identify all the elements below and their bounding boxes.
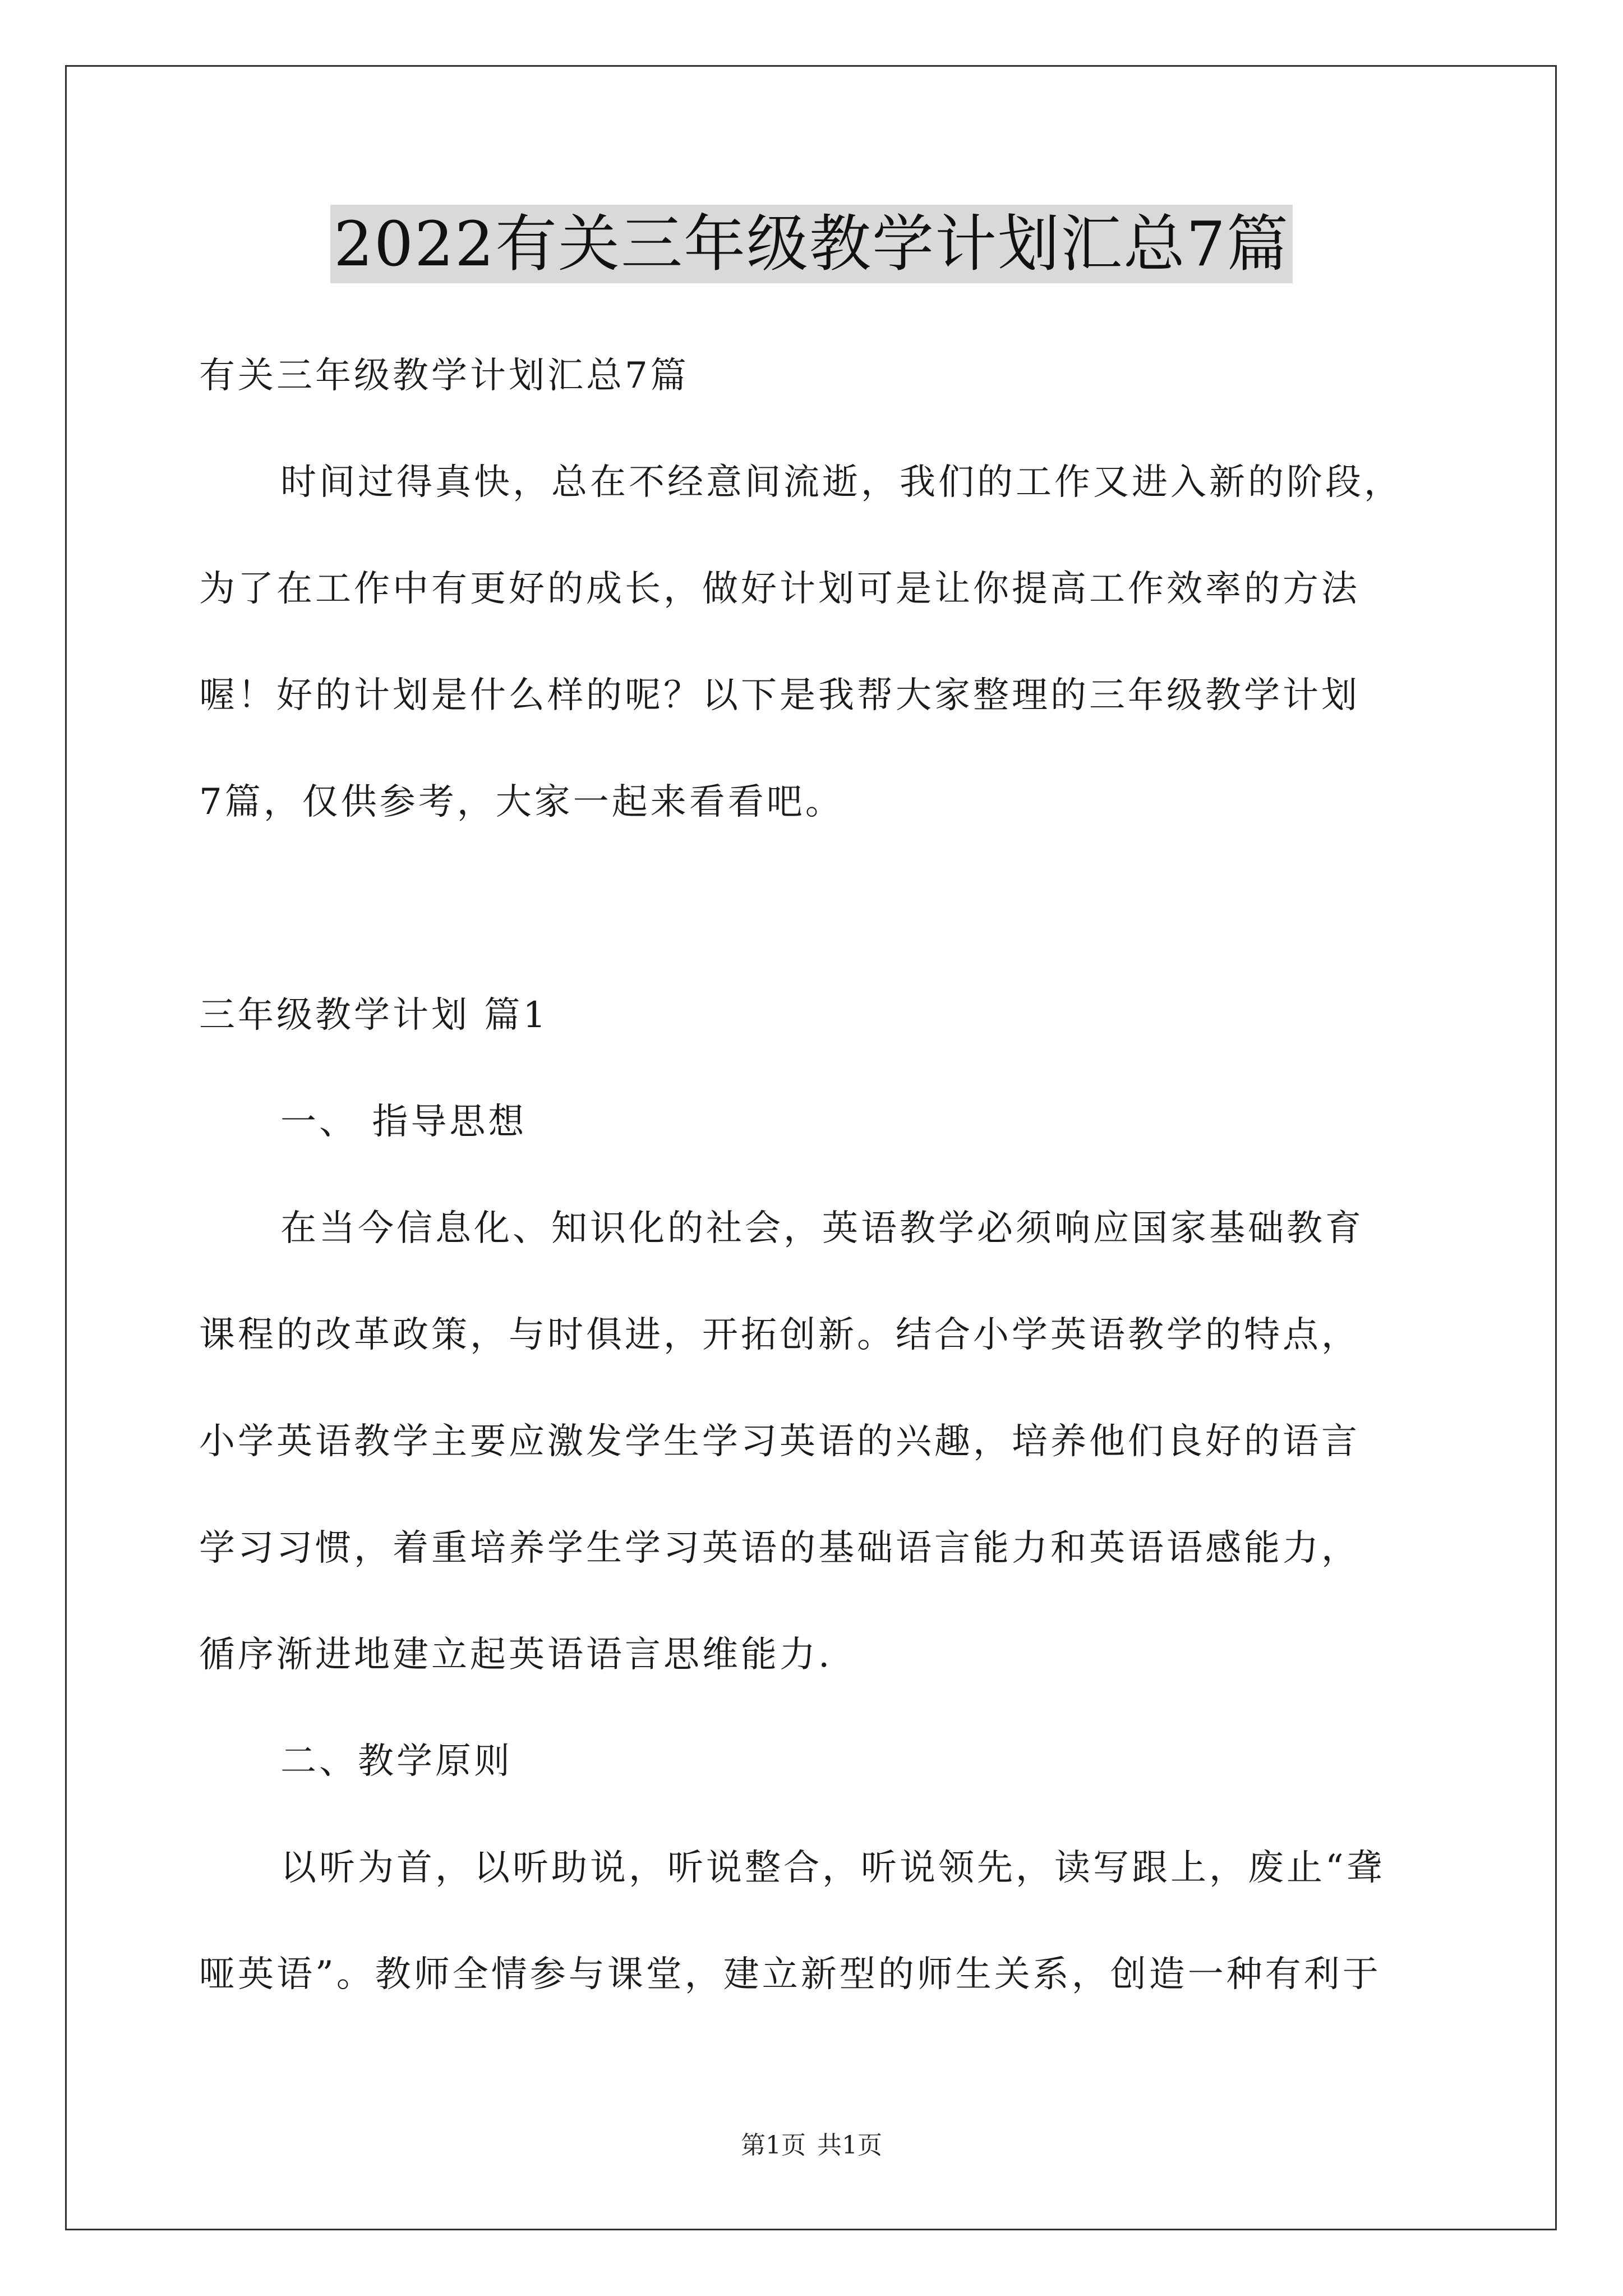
paragraph-line: 喔！好的计划是什么样的呢？以下是我帮大家整理的三年级教学计划 xyxy=(199,675,1360,716)
document-title: 2022有关三年级教学计划汇总7篇 xyxy=(330,205,1293,283)
paragraph-line: 在当今信息化、知识化的社会，英语教学必须响应国家基础教育 xyxy=(280,1208,1364,1249)
paragraph-line: 学习习惯，着重培养学生学习英语的基础语言能力和英语语感能力， xyxy=(199,1527,1360,1569)
paragraph-line: 循序渐进地建立起英语语言思维能力. xyxy=(199,1634,833,1676)
subheading: 一、 指导思想 xyxy=(280,1101,527,1143)
page-footer xyxy=(0,2129,1623,2162)
paragraph-line: 小学英语教学主要应激发学生学习英语的兴趣，培养他们良好的语言 xyxy=(199,1421,1360,1462)
paragraph-line: 哑英语”。教师全情参与课堂，建立新型的师生关系，创造一种有利于 xyxy=(199,1954,1381,1995)
paragraph-line: 7篇，仅供参考，大家一起来看看吧。 xyxy=(199,781,844,823)
subtitle: 有关三年级教学计划汇总7篇 xyxy=(199,355,689,397)
subheading: 二、教学原则 xyxy=(280,1741,513,1782)
paragraph-line: 时间过得真快，总在不经意间流逝，我们的工作又进入新的阶段， xyxy=(280,462,1403,503)
section-heading: 三年级教学计划 篇1 xyxy=(199,995,549,1036)
title-container xyxy=(0,205,1623,283)
paragraph-line: 课程的改革政策，与时俱进，开拓创新。结合小学英语教学的特点， xyxy=(199,1314,1360,1356)
paragraph-line: 为了在工作中有更好的成长，做好计划可是让你提高工作效率的方法 xyxy=(199,568,1360,610)
page-total: 共1页 xyxy=(817,2131,882,2160)
paragraph-line: 以听为首，以听助说，听说整合，听说领先，读写跟上，废止“聋 xyxy=(280,1847,1385,1889)
page-number: 第1页 xyxy=(741,2131,806,2160)
